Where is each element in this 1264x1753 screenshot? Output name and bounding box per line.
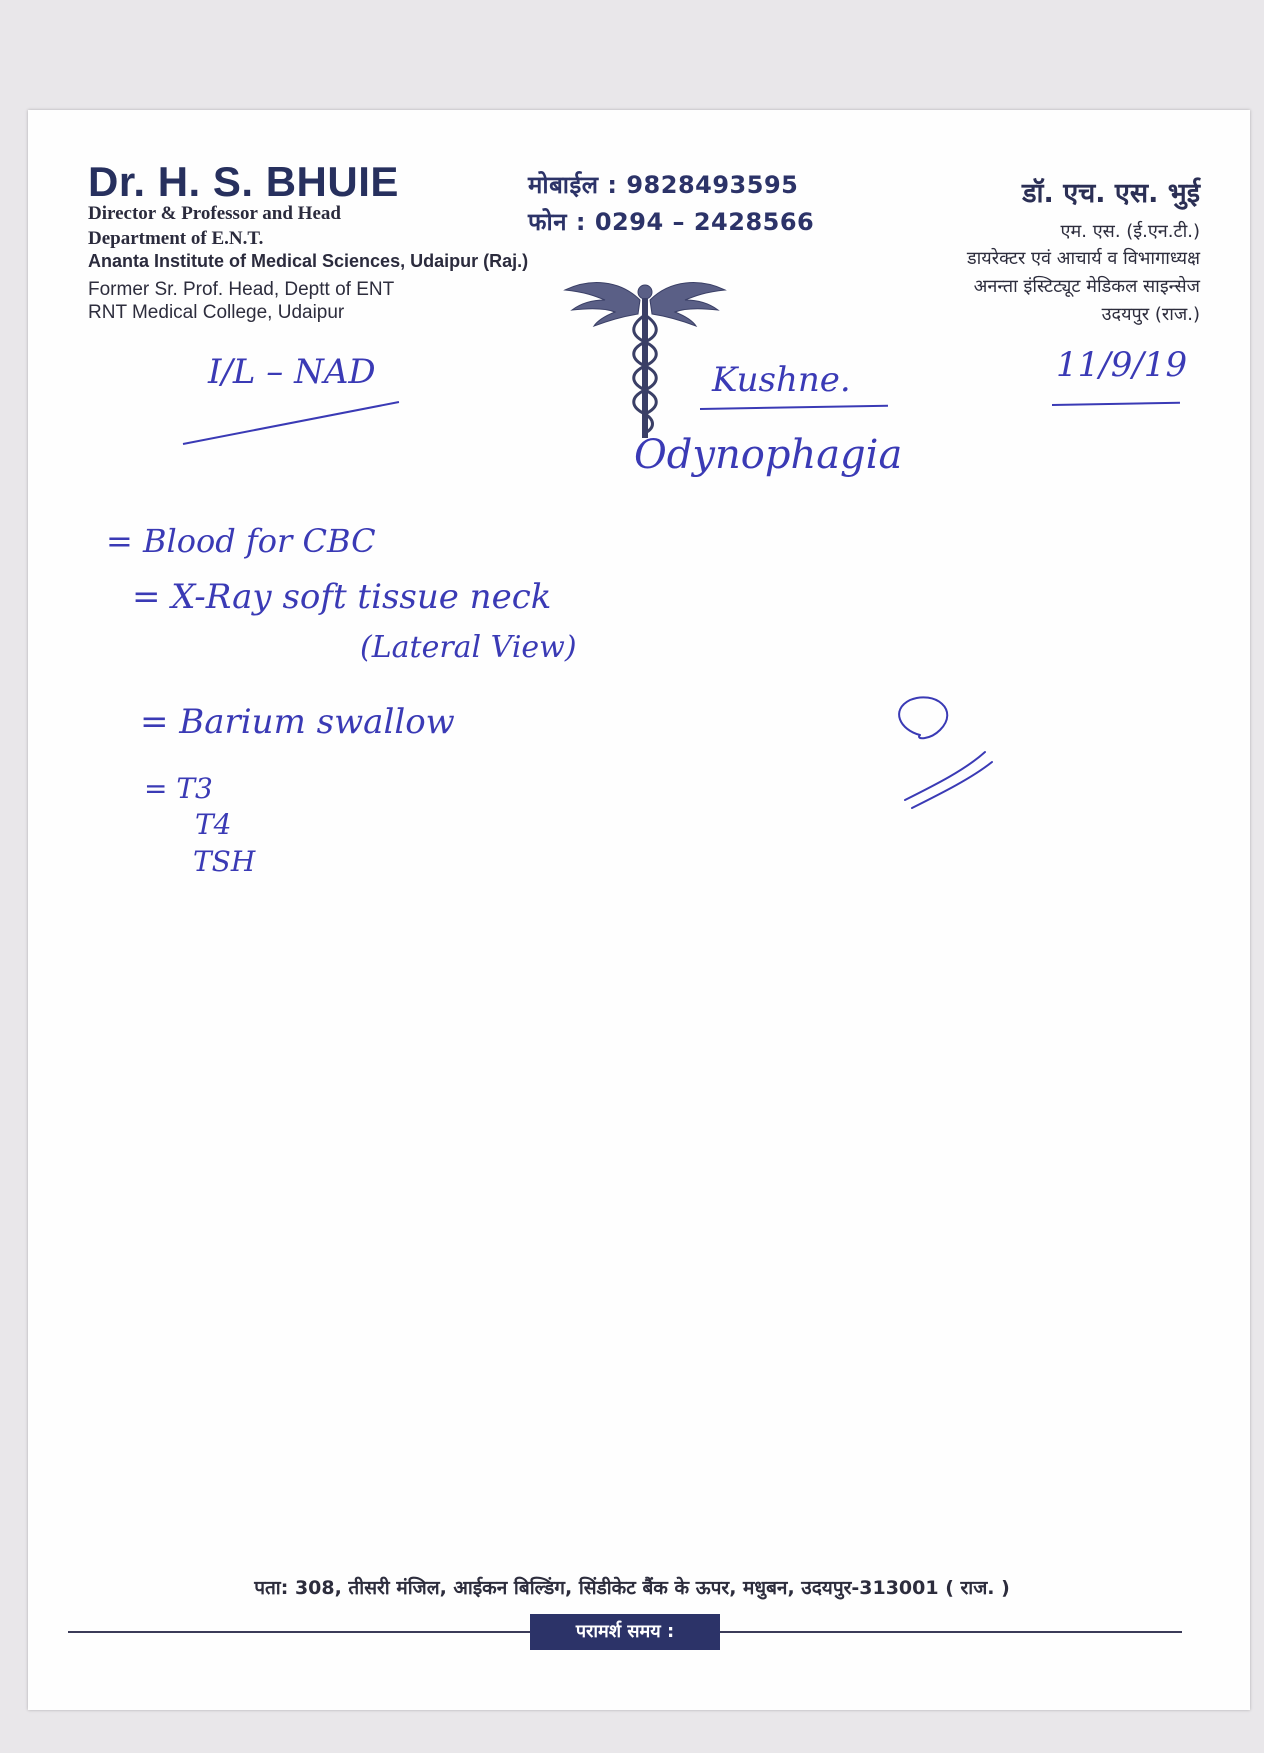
order-xray: = X-Ray soft tissue neck: [132, 577, 552, 617]
hindi-title: डायरेक्टर एवं आचार्य व विभागाध्यक्ष: [966, 248, 1200, 269]
department-line: Department of E.N.T.: [88, 228, 264, 249]
footer-address: पता: 308, तीसरी मंजिल, आईकन बिल्डिंग, सिंडीकेट बैंक के ऊपर, मधुबन, उदयपुर-313001 ( राज. ): [254, 1577, 1010, 1599]
order-t3: = T3: [144, 772, 213, 805]
footer-rule-left: [68, 1631, 530, 1633]
order-barium: = Barium swallow: [140, 702, 455, 742]
hindi-city: उदयपुर (राज.): [1101, 304, 1200, 325]
il-note: I/L – NAD: [208, 352, 376, 392]
former-position-line: Former Sr. Prof. Head, Deptt of ENT: [88, 279, 395, 300]
complaint: Odynophagia: [634, 432, 903, 478]
mobile-number: मोबाईल : 9828493595: [528, 171, 799, 199]
prescription-date: 11/9/19: [1056, 345, 1188, 385]
footer-rule-right: [720, 1631, 1182, 1633]
order-t4: T4: [195, 808, 232, 841]
institute-line: Ananta Institute of Medical Sciences, Udaipur (Raj.): [88, 251, 529, 271]
doctor-name: Dr. H. S. BHUIE: [88, 158, 399, 205]
consultation-time-label: परामर्श समय :: [530, 1614, 720, 1650]
hindi-institute: अनन्ता इंस्टिट्यूट मेडिकल साइन्सेज: [973, 276, 1200, 297]
order-blood-cbc: = Blood for CBC: [106, 522, 376, 560]
phone-number: फोन : 0294 – 2428566: [528, 208, 815, 236]
patient-name: Kushne.: [712, 360, 851, 400]
order-tsh: TSH: [193, 845, 256, 878]
hindi-doctor-name: डॉ. एच. एस. भुई: [1022, 178, 1200, 209]
doctor-title: Director & Professor and Head: [88, 203, 341, 224]
order-xray-view: (Lateral View): [360, 630, 577, 665]
signature: [880, 690, 1010, 810]
former-college-line: RNT Medical College, Udaipur: [88, 302, 345, 323]
hindi-degree: एम. एस. (ई.एन.टी.): [1060, 221, 1200, 242]
caduceus-icon: [560, 270, 730, 440]
